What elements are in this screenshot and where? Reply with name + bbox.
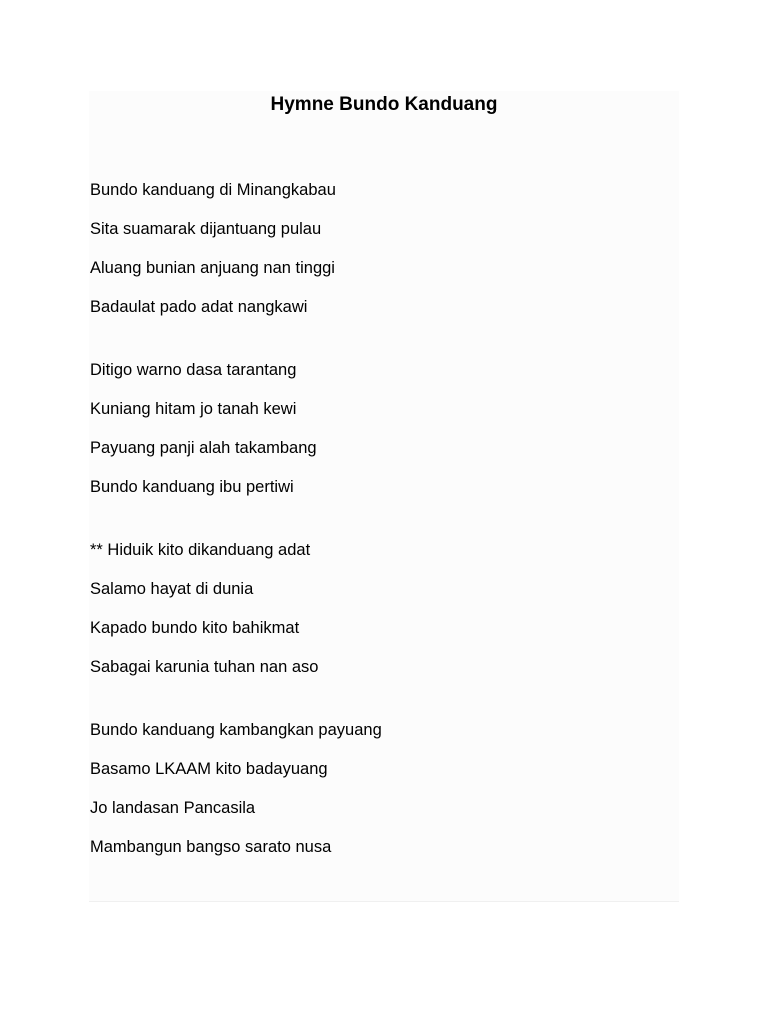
lyric-line: Payuang panji alah takambang xyxy=(90,439,317,457)
lyric-line: Kapado bundo kito bahikmat xyxy=(90,619,300,637)
lyric-line: Kuniang hitam jo tanah kewi xyxy=(90,400,297,418)
lyric-line: Sita suamarak dijantuang pulau xyxy=(90,220,322,238)
lyric-line: Ditigo warno dasa tarantang xyxy=(90,361,297,379)
lyric-line: Mambangun bangso sarato nusa xyxy=(90,838,332,856)
document-title: Hymne Bundo Kanduang xyxy=(270,94,498,115)
lyrics-body xyxy=(90,178,670,898)
stanza-2 xyxy=(90,358,670,499)
lyric-line: Badaulat pado adat nangkawi xyxy=(90,298,308,316)
lyric-line: Sabagai karunia tuhan nan aso xyxy=(90,658,319,676)
lyric-line: Salamo hayat di dunia xyxy=(90,580,254,598)
lyric-line: Bundo kanduang ibu pertiwi xyxy=(90,478,294,496)
stanza-3 xyxy=(90,538,670,679)
stanza-4 xyxy=(90,718,670,859)
lyric-line: Basamo LKAAM kito badayuang xyxy=(90,760,328,778)
stanza-1 xyxy=(90,178,670,319)
lyric-line: Aluang bunian anjuang nan tinggi xyxy=(90,259,335,277)
lyric-line: Jo landasan Pancasila xyxy=(90,799,256,817)
lyric-line: ** Hiduik kito dikanduang adat xyxy=(90,541,311,559)
lyric-line: Bundo kanduang kambangkan payuang xyxy=(90,721,382,739)
lyric-line: Bundo kanduang di Minangkabau xyxy=(90,181,336,199)
